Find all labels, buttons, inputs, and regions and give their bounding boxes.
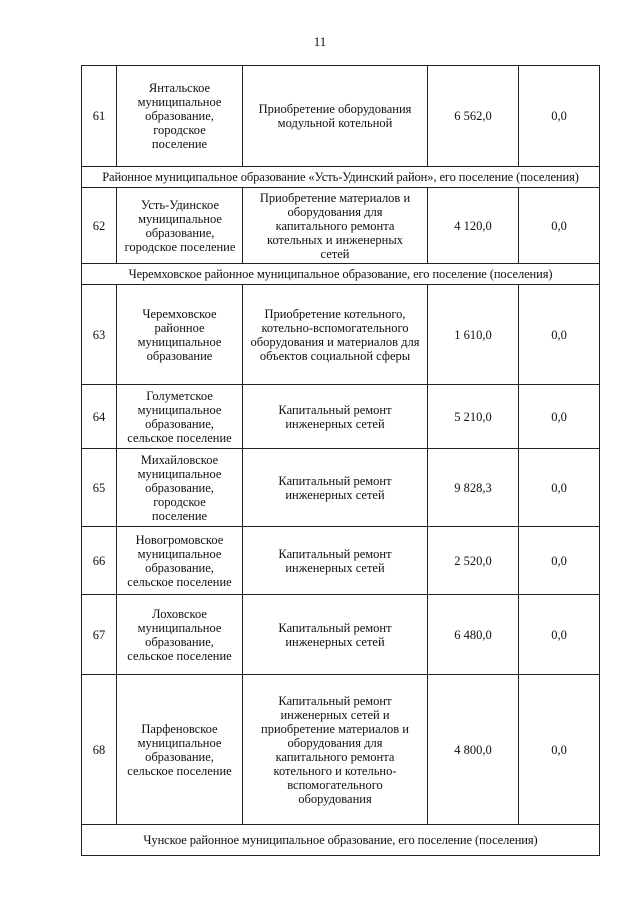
extra-value-cell [519, 285, 600, 385]
row-number: 61 [92, 109, 106, 123]
extra-value-cell [519, 385, 600, 449]
entity-name-cell [117, 595, 243, 675]
amount-value: 9 828,3 [454, 480, 492, 495]
entity-name: Парфеновское муниципальное образование, сельское поселение [127, 721, 232, 778]
entity-name: Михайловское муниципальное образование, городское поселение [137, 452, 222, 523]
extra-value: 0,0 [551, 627, 567, 642]
table-body [82, 66, 600, 856]
extra-value-cell [519, 449, 600, 527]
entity-name: Новогромовское муниципальное образование, сельское поселение [127, 532, 232, 589]
amount-value-cell [428, 595, 519, 675]
extra-value-cell [519, 66, 600, 167]
entity-name-cell [117, 449, 243, 527]
purpose-text: Капитальный ремонт инженерных сетей [278, 546, 392, 575]
extra-value: 0,0 [551, 553, 567, 568]
purpose-text: Капитальный ремонт инженерных сетей и приобретение материалов и оборудования для капитального ремонта котельного и котельно-вспомогательного оборудования [261, 693, 409, 806]
amount-value-cell [428, 385, 519, 449]
amount-value-cell [428, 188, 519, 264]
purpose-text-cell [243, 595, 428, 675]
table-row [82, 66, 600, 167]
entity-name-cell [117, 66, 243, 167]
extra-value-cell [519, 188, 600, 264]
amount-value: 6 480,0 [454, 627, 492, 642]
entity-name: Лоховское муниципальное образование, сельское поселение [127, 606, 232, 663]
row-number-cell [82, 285, 117, 385]
row-number: 66 [92, 553, 106, 568]
entity-name-cell [117, 527, 243, 595]
extra-value: 0,0 [551, 480, 567, 495]
row-number: 68 [92, 742, 106, 757]
purpose-text: Приобретение котельного, котельно-вспомогательного оборудования и материалов для объектов социальной сферы [250, 306, 420, 363]
purpose-text-cell [243, 66, 428, 167]
row-number-cell [82, 66, 117, 167]
entity-name-cell [117, 188, 243, 264]
extra-value-cell [519, 595, 600, 675]
amount-value: 4 800,0 [454, 742, 492, 757]
extra-value: 0,0 [551, 742, 567, 757]
table-row [82, 285, 600, 385]
row-number: 62 [92, 218, 106, 233]
table-row [82, 449, 600, 527]
row-number-cell [82, 675, 117, 825]
extra-value: 0,0 [551, 109, 567, 123]
table-row [82, 675, 600, 825]
extra-value-cell [519, 675, 600, 825]
extra-value: 0,0 [551, 327, 567, 342]
amount-value-cell [428, 449, 519, 527]
row-number-cell [82, 449, 117, 527]
purpose-text: Капитальный ремонт инженерных сетей [278, 620, 392, 649]
purpose-text-cell [243, 675, 428, 825]
section-header-row [82, 167, 600, 188]
entity-name-cell [117, 675, 243, 825]
row-number-cell [82, 385, 117, 449]
purpose-text: Капитальный ремонт инженерных сетей [278, 402, 392, 431]
table-row [82, 188, 600, 264]
amount-value-cell [428, 66, 519, 167]
row-number-cell [82, 527, 117, 595]
amount-value-cell [428, 527, 519, 595]
page-number: 11 [313, 34, 327, 49]
row-number: 63 [92, 327, 106, 342]
section-title: Черемховское районное муниципальное образование, его поселение (поселения) [82, 264, 600, 285]
entity-name: Черемховское районное муниципальное образование [137, 306, 222, 363]
section-header-row [82, 264, 600, 285]
table-row [82, 527, 600, 595]
amount-value-cell [428, 675, 519, 825]
purpose-text: Капитальный ремонт инженерных сетей [278, 473, 392, 502]
amount-value-cell [428, 285, 519, 385]
entity-name: Янтальское муниципальное образование, городское поселение [137, 81, 222, 151]
amount-value: 1 610,0 [454, 327, 492, 342]
entity-name-cell [117, 285, 243, 385]
purpose-text: Приобретение оборудования модульной котельной [258, 102, 412, 130]
extra-value-cell [519, 527, 600, 595]
section-title: Чунское районное муниципальное образование, его поселение (поселения) [82, 825, 600, 856]
entity-name-cell [117, 385, 243, 449]
amount-value: 6 562,0 [454, 109, 492, 123]
purpose-text: Приобретение материалов и оборудования для капитального ремонта котельных и инженерных сетей [259, 190, 411, 261]
extra-value: 0,0 [551, 409, 567, 424]
purpose-text-cell [243, 285, 428, 385]
row-number-cell [82, 188, 117, 264]
allocation-table [81, 65, 600, 856]
entity-name: Усть-Удинское муниципальное образование, городское поселение [124, 197, 236, 254]
amount-value: 4 120,0 [454, 218, 492, 233]
section-header-row [82, 825, 600, 856]
row-number: 65 [92, 480, 106, 495]
purpose-text-cell [243, 188, 428, 264]
purpose-text-cell [243, 527, 428, 595]
section-title: Районное муниципальное образование «Усть-Удинский район», его поселение (поселения) [82, 167, 600, 188]
amount-value: 2 520,0 [454, 553, 492, 568]
row-number: 67 [92, 627, 106, 642]
table-row [82, 595, 600, 675]
amount-value: 5 210,0 [454, 409, 492, 424]
purpose-text-cell [243, 449, 428, 527]
extra-value: 0,0 [551, 218, 567, 233]
row-number: 64 [92, 409, 106, 424]
table-row [82, 385, 600, 449]
entity-name: Голуметское муниципальное образование, сельское поселение [127, 388, 232, 445]
row-number-cell [82, 595, 117, 675]
purpose-text-cell [243, 385, 428, 449]
